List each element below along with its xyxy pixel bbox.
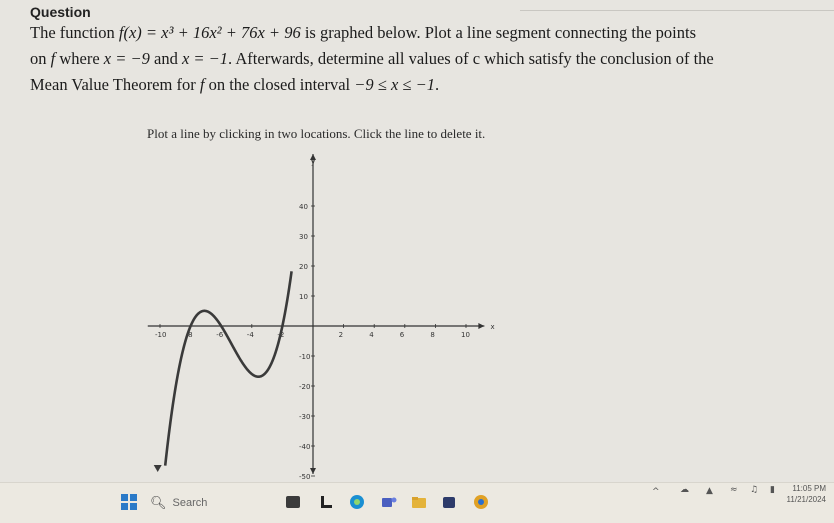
taskbar-clock[interactable] xyxy=(787,483,826,505)
folder-icon[interactable] xyxy=(408,491,430,513)
function-expression: f(x) = x³ + 16x² + 76x + 96 xyxy=(118,23,301,42)
x-tick-label: 4 xyxy=(369,331,374,339)
problem-line2-mid2: and xyxy=(149,49,182,68)
problem-text xyxy=(30,14,810,98)
problem-line3-prefix: Mean Value Theorem for xyxy=(30,75,200,94)
x-tick-label: 8 xyxy=(430,331,435,339)
problem-line2-mid1: where xyxy=(55,49,104,68)
search-placeholder: Search xyxy=(172,497,208,509)
teams-icon[interactable] xyxy=(378,491,400,513)
interval: −9 ≤ x ≤ −1 xyxy=(354,75,435,94)
search-icon: 🔍︎ xyxy=(150,495,167,510)
problem-line2-suffix: . Afterwards, determine all values of c which satisfy the conclusion of the xyxy=(228,49,714,68)
f-symbol: f xyxy=(50,49,56,68)
edge-browser-icon[interactable] xyxy=(346,491,368,513)
problem-line3-end: . xyxy=(435,75,440,94)
x-axis-arrow xyxy=(478,323,484,329)
wifi-icon[interactable]: ≈ xyxy=(730,485,738,495)
f-symbol-2: f xyxy=(199,75,205,94)
x-tick-label: 10 xyxy=(461,331,470,339)
x-tick-label: 2 xyxy=(338,331,344,339)
graph-instruction: Plot a line by clicking in two locations. Click the line to delete it. xyxy=(147,126,486,141)
problem-line3-mid: on the closed interval xyxy=(204,75,355,94)
x-tick-label: -6 xyxy=(216,331,224,339)
speaker-icon[interactable]: ♫ xyxy=(750,485,759,495)
triangle-icon[interactable]: ▲ xyxy=(706,486,713,496)
problem-line1-prefix: The function xyxy=(30,23,119,42)
x-equals-a: x = −9 xyxy=(103,49,150,68)
clock-time: 11:05 PM xyxy=(792,484,826,493)
windows-logo-icon[interactable] xyxy=(118,491,140,513)
problem-line1-suffix: is graphed below. Plot a line segment connecting the points xyxy=(300,23,697,42)
file-explorer-icon[interactable] xyxy=(316,491,338,513)
x-tick-label: -8 xyxy=(185,331,193,339)
x-tick-label: -4 xyxy=(246,331,254,339)
graph-svg[interactable] xyxy=(155,150,508,481)
y-tick-label: 20 xyxy=(299,263,308,271)
taskbar-search[interactable] xyxy=(150,489,262,517)
problem-line2-prefix: on xyxy=(30,49,51,68)
cloud-icon[interactable]: ☁ xyxy=(680,485,689,495)
taskbar xyxy=(0,482,834,523)
chevron-up-icon[interactable]: ^ xyxy=(652,487,660,497)
app-icon-1[interactable] xyxy=(282,491,304,513)
y-tick-label: 40 xyxy=(299,203,308,211)
y-tick-label: -20 xyxy=(299,383,311,391)
y-tick-label: -40 xyxy=(299,443,311,451)
store-icon[interactable] xyxy=(438,491,460,513)
clock-date: 11/21/2024 xyxy=(786,495,826,504)
function-curve[interactable] xyxy=(165,271,291,465)
chrome-icon[interactable] xyxy=(470,491,492,513)
y-tick-label: 10 xyxy=(299,293,308,301)
y-axis-label: y xyxy=(311,158,316,166)
battery-icon[interactable]: ▮ xyxy=(770,485,775,495)
header-divider xyxy=(520,10,834,11)
x-tick-label: 6 xyxy=(399,331,405,339)
y-tick-label: -30 xyxy=(299,413,311,421)
graph-ticks xyxy=(154,203,470,481)
x-axis-label: x xyxy=(490,323,495,331)
x-equals-b: x = −1 xyxy=(181,49,229,68)
y-tick-label: -10 xyxy=(299,353,311,361)
x-tick-label: -2 xyxy=(277,331,285,339)
graph-canvas[interactable] xyxy=(155,150,508,481)
question-header: Question xyxy=(30,4,91,20)
x-tick-label: -10 xyxy=(155,331,167,339)
y-axis-arrow-down xyxy=(310,468,316,474)
curve-arrow-left xyxy=(154,465,162,472)
y-tick-label: -50 xyxy=(299,473,311,481)
y-tick-label: 30 xyxy=(299,233,308,241)
